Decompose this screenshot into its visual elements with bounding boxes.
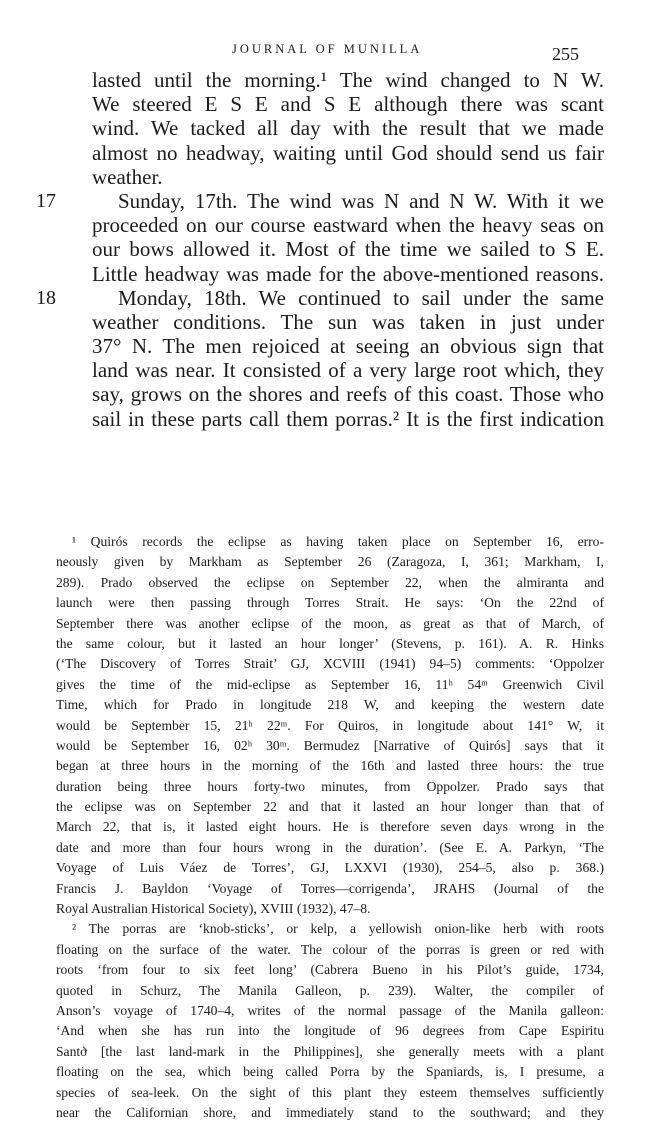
footnote-line: Time, which for Prado in longitude 218 W, and keeping the western date	[56, 697, 604, 713]
text-line: weather conditions. The sun was taken in just under	[92, 309, 604, 334]
text-line: Monday, 18th. We continued to sail under the same	[118, 285, 604, 310]
footnote-line: ¹ Quirós records the eclipse as having taken place on September 16, erro-	[72, 534, 604, 549]
footnote-line: Santo [the last land-mark in the Philippines], she generally meets with a plant	[56, 1043, 604, 1059]
footnote-line: 289). Prado observed the eclipse on September 22, when the almiranta and	[56, 574, 604, 590]
text-line: almost no headway, waiting until God should send us fair	[92, 140, 604, 165]
margin-day-number: 18	[36, 286, 56, 309]
main-text	[36, 68, 604, 431]
footnote-line: launch were then passing through Torres Strait. He says: ‘On the 22nd of	[56, 595, 604, 611]
text-line: say, grows on the shores and reefs of this coast. Those who	[92, 382, 604, 407]
footnote-line: neously given by Markham as September 26 (Zaragoza, I, 361; Markham, I,	[56, 554, 604, 570]
footnote-line: September there was another eclipse of the moon, as great as that of March, of	[56, 615, 604, 631]
margin-day-number: 17	[36, 189, 56, 212]
footnote-line: (‘The Discovery of Torres Strait’ GJ, XCVIII (1941) 94–5) comments: ‘Oppolzer	[56, 656, 604, 672]
footnote-line: quoted in Schurz, The Manila Galleon, p. 239). Walter, the compiler of	[56, 982, 604, 998]
footnote-line: near the Californian shore, and immediately stand to the southward; and they	[56, 1104, 604, 1120]
footnote-line: ² The porras are ‘knob-sticks’, or kelp, a yellowish onion-like herb with roots	[72, 921, 604, 937]
text-line: our bows allowed it. Most of the time we sailed to S E.	[92, 237, 604, 262]
footnote-line: would be September 15, 21ʰ 22ᵐ. For Quiros, in longitude about 141° W, it	[56, 717, 604, 733]
footnotes	[56, 532, 604, 1123]
text-line: weather.	[92, 164, 163, 189]
footnote-line: floating on the surface of the water. The colour of the porras is green or red with	[56, 941, 604, 957]
text-line: wind. We tacked all day with the result that we made	[92, 116, 604, 141]
footnote-line: Anson’s voyage of 1740–4, writes of the normal passage of the Manila galleon:	[56, 1002, 604, 1018]
footnote-line: would be September 16, 02ʰ 30ᵐ. Bermudez [Narrative of Quirós] says that it	[56, 737, 604, 753]
footnote-line: roots ‘from four to six feet long’ (Cabrera Bueno in his Pilot’s guide, 1734,	[56, 962, 604, 978]
footnote-line: March 22, that is, it lasted eight hours. He is therefore seven days wrong in the	[56, 819, 604, 835]
text-line: proceeded on our course eastward when the heavy seas on	[92, 213, 604, 238]
footnote-line: the same colour, but it lasted an hour longer’ (Stevens, p. 161). A. R. Hinks	[56, 635, 604, 651]
footnote-line: species of sea-leek. On the sight of this plant they esteem themselves sufficiently	[56, 1084, 604, 1100]
footnote-line: date and more than four hours wrong in the duration’. (See E. A. Parkyn, ‘The	[56, 839, 604, 855]
footnote-line: Francis J. Bayldon ‘Voyage of Torres—corrigenda’, JRAHS (Journal of the	[56, 880, 604, 896]
footnote-line: the eclipse was on September 22 and that it lasted an hour longer than that of	[56, 799, 604, 815]
page-number: 255	[552, 44, 579, 64]
footnote-line: began at three hours in the morning of the 16th and lasted three hours: the true	[56, 758, 604, 774]
text-line: Little headway was made for the above-mentioned reasons.	[92, 261, 604, 286]
text-line: We steered E S E and S E although there was scant	[92, 92, 604, 117]
footnote-line: gives the time of the mid-eclipse as September 16, 11ʰ 54ᵐ Greenwich Civil	[56, 676, 604, 692]
footnote-line: duration being three hours forty-two minutes, from Oppolzer. Prado says that	[56, 778, 604, 794]
footnote-line: Voyage of Luis Váez de Torres’, GJ, LXXVI (1930), 254–5, also p. 368.)	[56, 860, 604, 876]
text-line: sail in these parts call them porras.² It is the first indication	[92, 406, 604, 431]
footnote-line: Royal Australian Historical Society), XVIII (1932), 47–8.	[56, 901, 371, 917]
text-line: land was near. It consisted of a very large root which, they	[92, 358, 604, 383]
footnote-line: ‘And when she has run into the longitude of 96 degrees from Cape Espiritu	[56, 1023, 604, 1039]
running-head: JOURNAL OF MUNILLA	[232, 42, 423, 56]
footnote-line: floating on the sea, which being called Porra by the Spaniards, is, I presume, a	[56, 1064, 604, 1080]
text-line: Sunday, 17th. The wind was N and N W. With it we	[118, 188, 604, 213]
text-line: lasted until the morning.¹ The wind changed to N W.	[92, 68, 604, 92]
text-line: 37° N. The men rejoiced at seeing an obvious sign that	[92, 334, 604, 359]
